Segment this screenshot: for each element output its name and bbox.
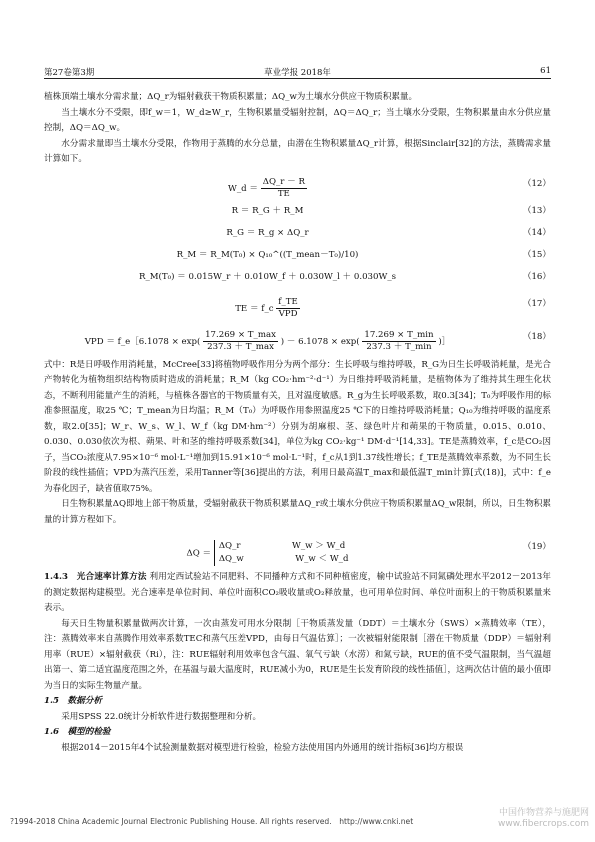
- fraction: $\frac{f\_TE}{\text{VPD}}$: [278, 296, 298, 319]
- equation-number: （16）: [522, 271, 551, 282]
- equation-12: W_d ＝ $\frac{\Delta Q\_r - R}{TE}$ （12）: [228, 176, 551, 199]
- equation-19: ΔQ ＝ ΔQ_r W_w ＞ W_d ΔQ_w W_w ＜ W_d （19）: [186, 541, 551, 564]
- equation-number: （13）: [522, 205, 551, 216]
- running-header: [44, 66, 551, 79]
- equation-13: R ＝ R_G ＋ R_M （13）: [44, 200, 551, 222]
- paragraph: 当土壤水分不受限，即f_w＝1，W_d≥W_r，生物积累量受辐射控制，ΔQ＝ΔQ_r；当土壤水分受限，生物积累量由水分供应量控制，ΔQ＝ΔQ_w。: [44, 107, 551, 133]
- paragraph: 水分需求量即当土壤水分受限，作物用于蒸腾的水分总量，由潜在生物积累量ΔQ_r计算，根据Sinclair[32]的方法，蒸腾需求量计算如下。: [44, 138, 551, 164]
- equation-17: TE ＝ f_c $\frac{f\_TE}{\text{VPD}}$ （17）: [235, 296, 551, 319]
- paragraph: 植株顶端土壤水分需求量；ΔQ_r为辐射截获干物质积累量；ΔQ_w为土壤水分供应干物质积累量。: [44, 92, 418, 102]
- equation-15: R_M ＝ R_M(T₀) × Q₁₀^((T_mean－T₀)/10) （15）: [44, 244, 551, 266]
- equation-number: （12）: [522, 178, 551, 189]
- journal-name: 草业学报 2018年: [264, 68, 331, 78]
- equation-number: （19）: [522, 542, 551, 552]
- copyright-footer: ?1994-2018 China Academic Journal Electronic Publishing House. All rights reserved. http://www.cnki.net: [10, 817, 414, 826]
- article-body: [44, 90, 551, 756]
- equation-number: （15）: [522, 249, 551, 260]
- fraction: $\frac{17.269 \times T\_\max}{237.3 + T\_\max}$: [205, 329, 276, 352]
- paragraph: 1.4.3 光合速率计算方法 利用定西试验站不同肥料、不同播种方式和不同种植密度，榆中试验站不同氮磷处理水平2012－2013年的测定数据构建模型。光合速率是单位时间、单位叶面积CO₂吸收量或O₂释放量，也可用单位时间、单位叶面积上的干物质积累量来表示。: [44, 572, 551, 613]
- equation-number: （18）: [522, 331, 551, 342]
- equation-16: R_M(T₀) ＝ 0.015W_r ＋ 0.010W_f ＋ 0.030W_l ＋ 0.030W_s （16）: [44, 266, 551, 288]
- watermark: 中国作物营养与施肥网 www.fibercrops.com: [498, 808, 589, 829]
- paragraph: 采用SPSS 22.0统计分析软件进行数据整理和分析。: [61, 711, 262, 722]
- section-heading: 1.5 数据分析: [44, 696, 102, 706]
- equation-number: （17）: [522, 298, 551, 309]
- paragraph: 根据2014－2015年4个试验测量数据对模型进行检验，检验方法使用国内外通用的统计指标[36]均方根误: [61, 742, 464, 753]
- paragraph: 日生物积累量ΔQ即地上部干物质量，受辐射截获干物质积累量ΔQ_r或土壤水分供应干物质积累量ΔQ_w限制，所以，日生物积累量的计算方程如下。: [44, 499, 551, 525]
- section-heading: 1.4.3 光合速率计算方法: [44, 572, 147, 582]
- fraction: $\frac{17.269 \times T\_\min}{237.3 + T\_\min}$: [364, 329, 434, 352]
- equation-14: R_G ＝ R_g × ΔQ_r （14）: [44, 222, 551, 244]
- equation-18: VPD ＝ f_e［6.1078 × exp( $\frac{17.269 \times T\_\max}{237.3 + T\_\max}$ ) － 6.1078 × exp( $\frac{17.269 \times T\_\min}{237.3 + T\_\min}$ )］ （18）: [84, 329, 551, 352]
- equation-number: （14）: [522, 227, 551, 238]
- section-heading: 1.6 模型的检验: [44, 727, 111, 737]
- paragraph: 式中：R是日呼吸作用消耗量，McCree[33]将植物呼吸作用分为两个部分：生长呼吸与维持呼吸，R_G为日生长呼吸消耗量，是光合产物转化为植物组织结构物质时造成的消耗量；R_M（kg CO₂·hm⁻²·d⁻¹）为日维持呼吸消耗量，是植物体为了维持其生理生化状态，不断利用能量产生的消耗，与植株各器官的干物质量有关，且对温度敏感。R_g为生长呼吸系数，取0.3[34]；T₀为呼吸作用的标准参照温度，取25 ℃；T_mean为日均温；R_M（T₀）为呼吸作用参照温度25 ℃下的日维持呼吸消耗量；Q₁₀为维持呼吸的温度系数，取2.0[35]；W_r、W_s、W_l、W_f（kg DM·hm⁻²）分别为胡麻根、茎、绿色叶片和蒴果的干物质量，0.015、0.010、0.030、0.030依次为根、蒴果、叶和茎的维持呼吸系数[34]，单位为kg CO₂·kg⁻¹ DM·d⁻¹[14,33]。TE是蒸腾效率，f_c是CO₂因子，当CO₂浓度从7.95×10⁻⁶ mol·L⁻¹增加到15.91×10⁻⁶ mol·L⁻¹时，f_c从1到1.37线性增长；f_TE是蒸腾效率系数，为不同生长阶段的线性插值；VPD为蒸汽压差，采用Tanner等[36]提出的方法，利用日最高温T_max和最低温T_min计算[式(18)]，式中：f_e为春化因子，缺省值取75%。: [44, 359, 551, 494]
- volume-issue: 第27卷第3期: [44, 68, 95, 78]
- page-number: 61: [540, 66, 551, 76]
- fraction: $\frac{\Delta Q\_r - R}{TE}$: [262, 176, 305, 199]
- paragraph: 每天日生物量积累量做两次计算，一次由蒸发可用水分限制［干物质蒸发量（DDT）＝土壤水分（SWS）×蒸腾效率（TE），注：蒸腾效率来自蒸腾作用效率系数TEC和蒸气压差VPD，由每日气温估算］；一次被辐射能限制［潜在干物质量（DDP）＝辐射利用率（RUE）×辐射截获（Ri），注：RUE辐射利用效率包含气温、氧气亏缺（水涝）和氮亏缺，RUE的值不受气温限制，当气温超出第一、第二适宜温度范围之外，在基温与最大温度时，RUE减小为0，RUE是生长发育阶段的线性插值］，这两次估计值的最小值即为当日的实际生物量产量。: [44, 618, 551, 691]
